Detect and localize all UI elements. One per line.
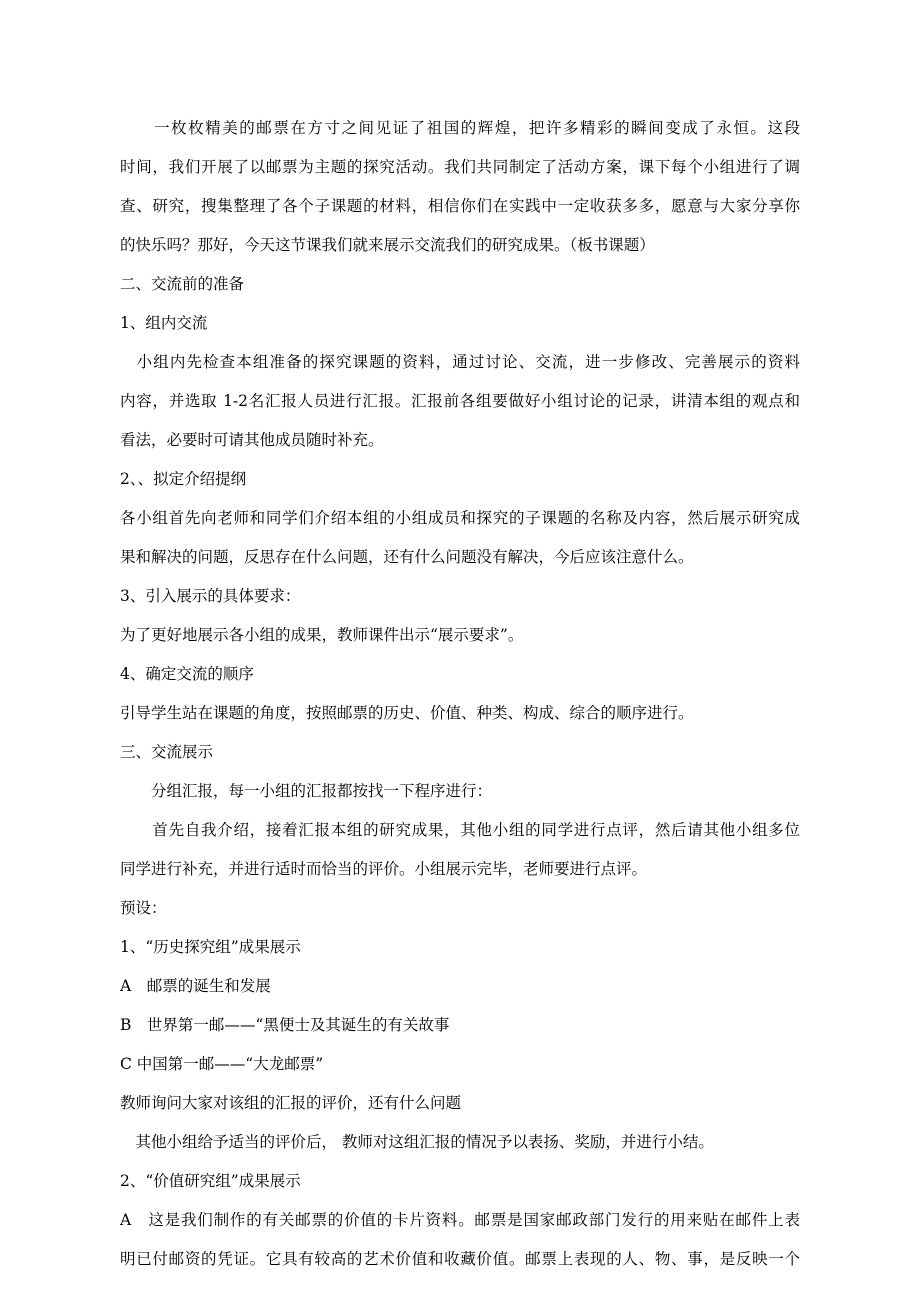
text-line: 教师询问大家对该组的汇报的评价，还有什么问题	[120, 1094, 462, 1112]
subsection-heading: 2、“价值研究组”成果展示	[120, 1172, 301, 1190]
text-line: 看法，必要时可请其他成员随时补充。	[120, 431, 384, 449]
list-item: B 世界第一邮——“黑便士及其诞生的有关故事	[120, 1016, 450, 1034]
text-line: 分组汇报，每一小组的汇报都按找一下程序进行：	[120, 782, 493, 800]
text-line: 的快乐吗？那好，今天这节课我们就来展示交流我们的研究成果。（板书课题）	[120, 236, 655, 254]
section-heading: 三、交流展示	[120, 743, 214, 761]
text-line: 时间，我们开展了以邮票为主题的探究活动。我们共同制定了活动方案，课下每个小组进行了调	[120, 158, 800, 176]
document-page	[120, 0, 800, 1302]
subsection-heading: 2、、拟定介绍提纲	[120, 470, 247, 488]
text-line: 查、研究，搜集整理了各个子课题的材料，相信你们在实践中一定收获多多，愿意与大家分享你	[120, 197, 800, 215]
subsection-heading: 4、确定交流的顺序	[120, 665, 254, 683]
text-line: 同学进行补充，并进行适时而恰当的评价。小组展示完毕，老师要进行点评。	[120, 860, 648, 878]
subsection-heading: 1、组内交流	[120, 314, 208, 332]
list-item: C 中国第一邮——“大龙邮票”	[120, 1055, 324, 1073]
text-line: 果和解决的问题，反思存在什么问题，还有什么问题没有解决，今后应该注意什么。	[120, 548, 694, 566]
text-line: 其他小组给予适当的评价后， 教师对这组汇报的情况予以表扬、奖励，并进行小结。	[120, 1133, 714, 1151]
text-line: 一枚枚精美的邮票在方寸之间见证了祖国的辉煌，把许多精彩的瞬间变成了永恒。这段	[120, 119, 800, 137]
text-line: 明已付邮资的凭证。它具有较高的艺术价值和收藏价值。邮票上表现的人、物、事，是反映一个	[120, 1250, 800, 1268]
list-item: A 这是我们制作的有关邮票的价值的卡片资料。邮票是国家邮政部门发行的用来贴在邮件上表	[120, 1211, 800, 1229]
subsection-heading: 1、“历史探究组”成果展示	[120, 938, 301, 956]
text-line: 内容，并选取 1-2名汇报人员进行汇报。汇报前各组要做好小组讨论的记录，讲清本组的观点和	[120, 392, 800, 410]
text-line: 为了更好地展示各小组的成果，教师课件出示“展示要求”。	[120, 626, 524, 644]
text-line: 首先自我介绍，接着汇报本组的研究成果，其他小组的同学进行点评，然后请其他小组多位	[120, 821, 800, 839]
text-line: 小组内先检查本组准备的探究课题的资料，通过讨论、交流，进一步修改、完善展示的资料	[120, 353, 800, 371]
text-line: 引导学生站在课题的角度，按照邮票的历史、价值、种类、构成、综合的顺序进行。	[120, 704, 694, 722]
list-item: A 邮票的诞生和发展	[120, 977, 271, 995]
text-line: 各小组首先向老师和同学们介绍本组的小组成员和探究的子课题的名称及内容，然后展示研究成	[120, 509, 800, 527]
section-heading: 二、交流前的准备	[120, 275, 245, 293]
text-line: 预设：	[120, 899, 167, 917]
subsection-heading: 3、引入展示的具体要求：	[120, 587, 301, 605]
